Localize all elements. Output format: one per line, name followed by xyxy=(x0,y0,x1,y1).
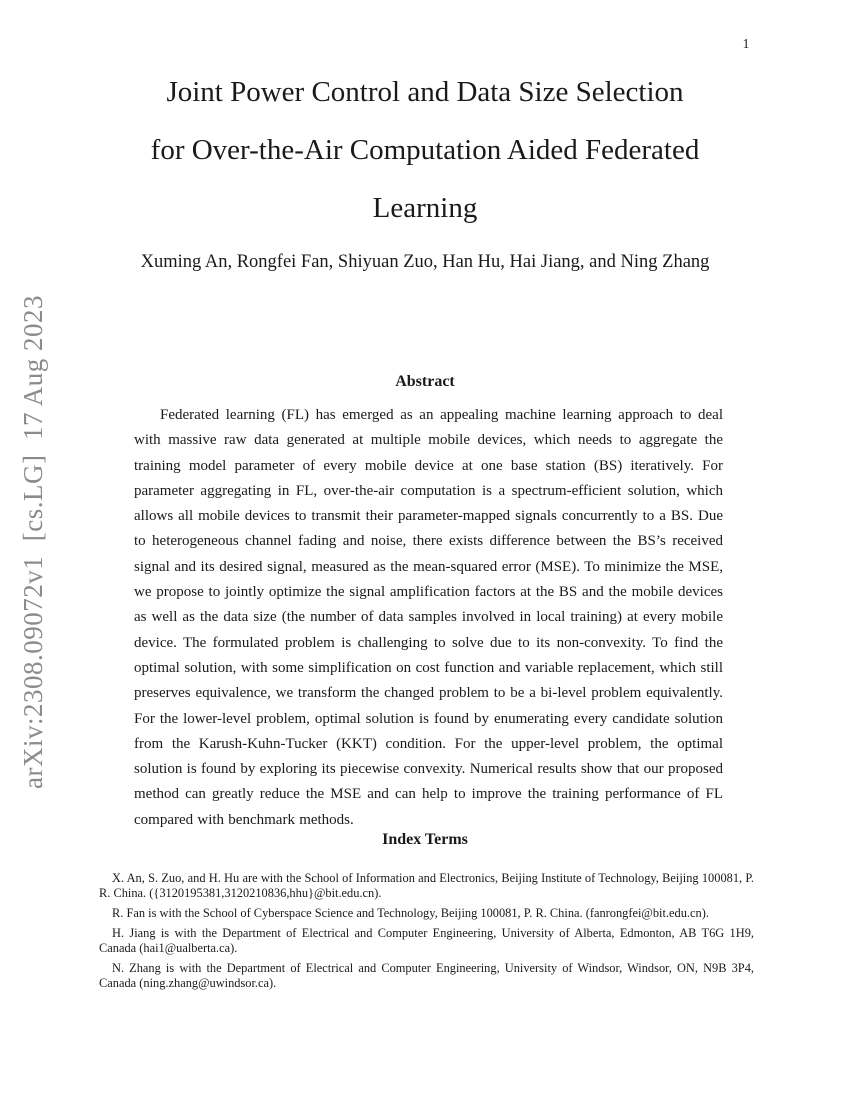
footnote-fan: R. Fan is with the School of Cyberspace Science and Technology, Beijing 100081, P. R. China. (fanrongfei@bit.edu.cn). xyxy=(112,906,709,920)
abstract-heading: Abstract xyxy=(395,373,455,390)
footnote-zhang: N. Zhang is with the Department of Electrical and Computer Engineering, University of Windsor, Windsor, ON, N9B 3P4, Canada (ning.zhang@uwindsor.ca). xyxy=(99,961,754,990)
abstract-text: Federated learning (FL) has emerged as an appealing machine learning approach to deal with massive raw data generated at multiple mobile devices, which needs to aggregate the training model parameter of every mobile device at one base station (BS) iteratively. For parameter aggregating in FL, over-the-air computation is a spectrum-efficient solution, which allows all mobile devices to transmit their parameter-mapped signals concurrently to a BS. Due to heterogeneous channel fading and noise, there exists difference between the BS’s received signal and its desired signal, measured as the mean-squared error (MSE). To minimize the MSE, we propose to jointly optimize the signal amplification factors at the BS and the mobile devices as well as the data size (the number of data samples involved in local training) at every mobile device. The formulated problem is challenging to solve due to its non-convexity. To find the optimal solution, with some simplification on cost function and variable replacement, which still preserves equivalence, we transform the changed problem to be a bi-level problem equivalently. For the lower-level problem, optimal solution is found by enumerating every candidate solution from the Karush-Kuhn-Tucker (KKT) condition. For the upper-level problem, the optimal solution is found by exploring its piecewise convexity. Numerical results show that our proposed method can greatly reduce the MSE and can help to improve the training performance of FL compared with benchmark methods. xyxy=(134,407,723,828)
footnote-an-zuo-hu: X. An, S. Zuo, and H. Hu are with the School of Information and Electronics, Beijing Institute of Technology, Beijing 100081, P. R. China. ({3120195381,3120210836,hhu}@bit.edu.cn). xyxy=(99,871,754,900)
title-line-1: Joint Power Control and Data Size Selection xyxy=(166,76,684,108)
arxiv-watermark: arXiv:2308.09072v1 [cs.LG] 17 Aug 2023 xyxy=(18,295,48,789)
title-line-3: Learning xyxy=(372,192,478,224)
page-number: 1 xyxy=(742,36,750,51)
footnote-jiang: H. Jiang is with the Department of Electrical and Computer Engineering, University of Alberta, Edmonton, AB T6G 1H9, Canada (hai1@ualberta.ca). xyxy=(99,926,754,955)
paper-title xyxy=(97,63,753,237)
authors-line: Xuming An, Rongfei Fan, Shiyuan Zuo, Han Hu, Hai Jiang, and Ning Zhang xyxy=(140,252,710,272)
title-line-2: for Over-the-Air Computation Aided Federated xyxy=(150,134,700,166)
footnotes-block xyxy=(99,871,754,996)
index-terms-heading: Index Terms xyxy=(382,831,468,848)
